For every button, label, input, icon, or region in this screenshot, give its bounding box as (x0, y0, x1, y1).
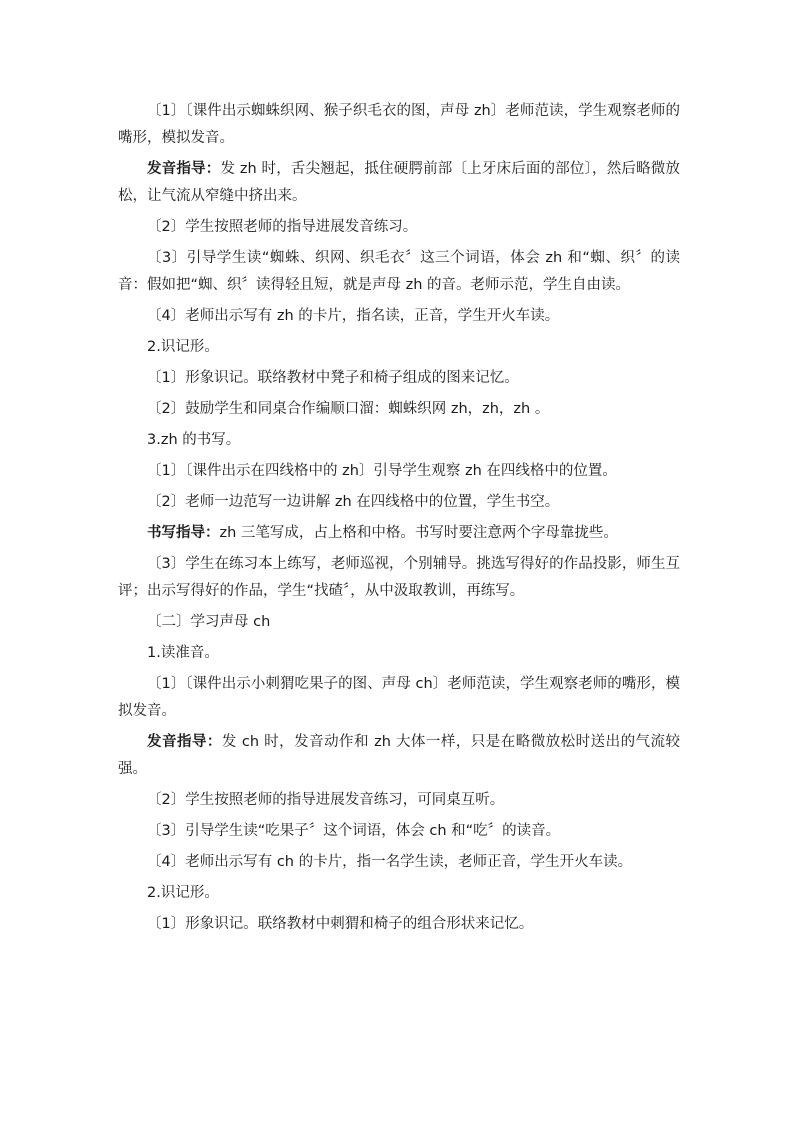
paragraph: 2.识记形。 (147, 885, 219, 901)
paragraph: 〔1〕形象识记。联络教材中凳子和椅子组成的图来记忆。 (147, 370, 519, 386)
paragraph: 〔2〕鼓励学生和同桌合作编顺口溜：蜘蛛织网 zh，zh，zh 。 (147, 401, 550, 417)
paragraph: 1.读准音。 (147, 645, 219, 661)
bold-heading: 发音指导： (147, 734, 222, 750)
paragraph: 〔1〕〔课件出示在四线格中的 zh〕引导学生观察 zh 在四线格中的位置。 (147, 463, 617, 479)
bold-heading: 发音指导： (147, 161, 221, 177)
paragraph: 发音指导：发 ch 时，发音动作和 zh 大体一样，只是在略微放松时送出的气流较强。 (118, 734, 680, 777)
paragraph: 〔2〕老师一边范写一边讲解 zh 在四线格中的位置，学生书空。 (147, 494, 560, 510)
paragraph: 3.zh 的书写。 (147, 432, 241, 448)
paragraph: 发音指导：发 zh 时，舌尖翘起，抵住硬腭前部〔上牙床后面的部位〕，然后略微放松，让气流从窄缝中挤出来。 (118, 161, 680, 204)
section-heading: 〔二〕学习声母 ch (147, 614, 271, 630)
paragraph: 〔2〕学生按照老师的指导进展发音练习。 (147, 219, 418, 235)
paragraph: 〔3〕学生在练习本上练写，老师巡视，个别辅导。挑选写得好的作品投影，师生互评；出示写得好的作品，学生“找碴〞，从中汲取教训，再练写。 (118, 556, 680, 599)
paragraph: 〔4〕老师出示写有 ch 的卡片，指一名学生读，老师正音，学生开火车读。 (147, 854, 633, 870)
paragraph: 书写指导：zh 三笔写成，占上格和中格。书写时要注意两个字母靠拢些。 (147, 525, 618, 541)
document-body (118, 98, 680, 942)
paragraph: 〔3〕引导学生读“蜘蛛、织网、织毛衣〞这三个词语，体会 zh 和“蜘、织〞的读音：假如把“蜘、织〞读得轻且短，就是声母 zh 的音。老师示范，学生自由读。 (118, 250, 680, 293)
paragraph: 〔2〕学生按照老师的指导进展发音练习，可同桌互听。 (147, 792, 505, 808)
paragraph: 〔1〕形象识记。联络教材中刺猬和椅子的组合形状来记忆。 (147, 916, 534, 932)
paragraph: 〔3〕引导学生读“吃果子〞这个词语，体会 ch 和“吃〞的读音。 (147, 823, 561, 839)
paragraph: 2.识记形。 (147, 339, 219, 355)
paragraph: 〔1〕〔课件出示小刺猬吃果子的图、声母 ch〕老师范读，学生观察老师的嘴形，模拟发音。 (118, 676, 680, 719)
paragraph: 〔4〕老师出示写有 zh 的卡片，指名读，正音，学生开火车读。 (147, 308, 560, 324)
bold-heading: 书写指导： (147, 525, 220, 541)
paragraph: 〔1〕〔课件出示蜘蛛织网、猴子织毛衣的图，声母 zh〕老师范读，学生观察老师的嘴形，模拟发音。 (118, 103, 680, 146)
